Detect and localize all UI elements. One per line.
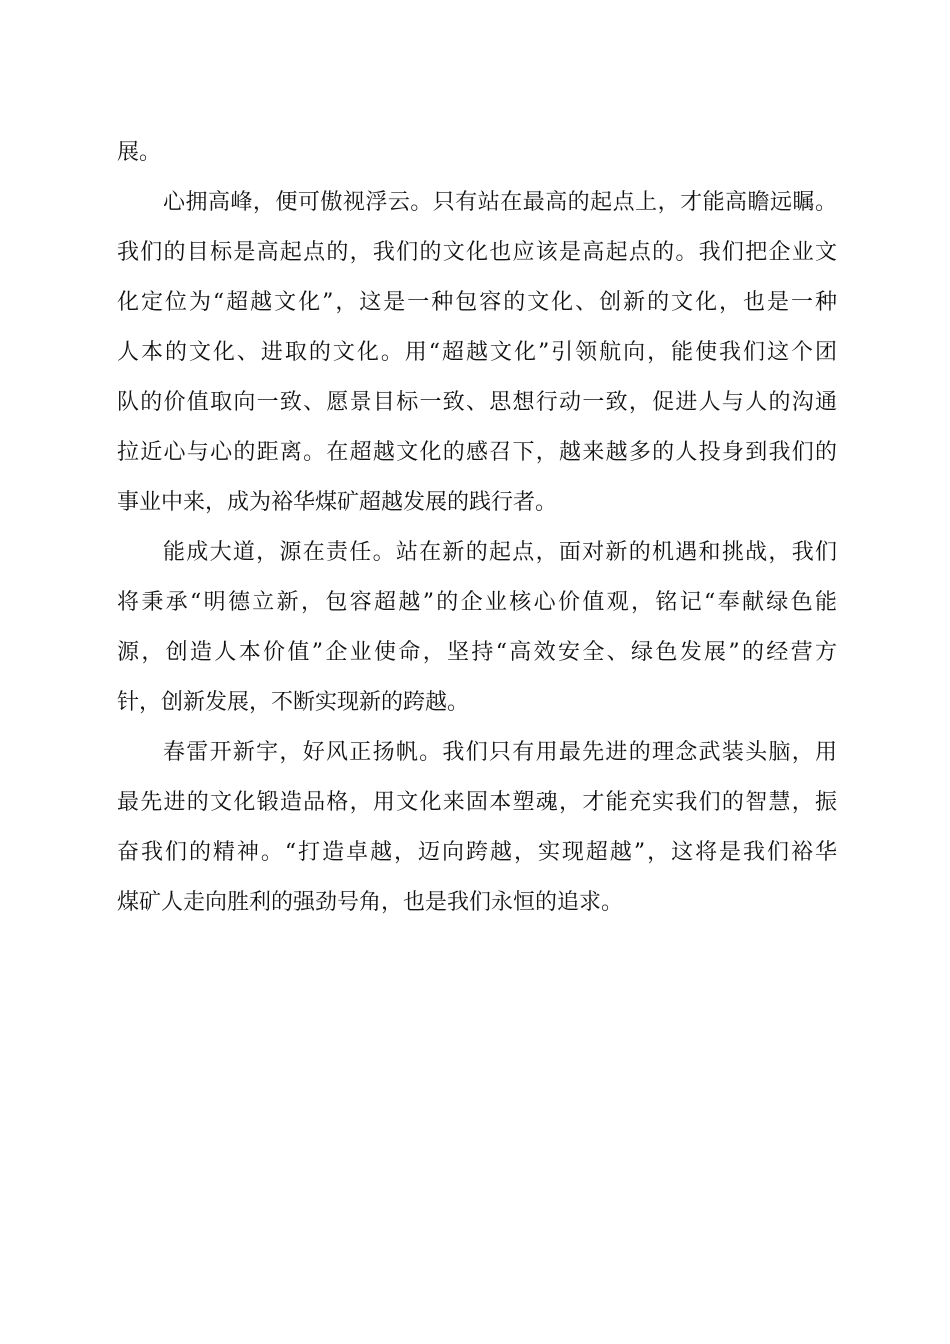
text-line: 我们的目标是高起点的，我们的文化也应该是高起点的。我们把企业文 — [117, 240, 837, 265]
text-line: 心拥高峰，便可傲视浮云。只有站在最高的起点上，才能高瞻远瞩。 — [163, 190, 837, 215]
document-body — [117, 128, 837, 928]
text-line: 奋我们的精神。“打造卓越，迈向跨越，实现超越”，这将是我们裕华 — [117, 840, 837, 865]
text-line: 能成大道，源在责任。站在新的起点，面对新的机遇和挑战，我们 — [163, 540, 837, 565]
text-line: 最先进的文化锻造品格，用文化来固本塑魂，才能充实我们的智慧，振 — [117, 790, 837, 815]
text-line: 事业中来，成为裕华煤矿超越发展的践行者。 — [117, 490, 558, 515]
text-line: 针，创新发展，不断实现新的跨越。 — [117, 690, 470, 715]
text-line: 展。 — [117, 140, 162, 165]
text-line: 拉近心与心的距离。在超越文化的感召下，越来越多的人投身到我们的 — [117, 440, 837, 465]
text-line: 化定位为“超越文化”，这是一种包容的文化、创新的文化，也是一种 — [117, 290, 837, 315]
paragraph-responsibility — [117, 528, 837, 728]
paragraph-continuation — [117, 128, 837, 178]
paragraph-culture — [117, 178, 837, 528]
text-line: 队的价值取向一致、愿景目标一致、思想行动一致，促进人与人的沟通 — [117, 390, 837, 415]
text-line: 人本的文化、进取的文化。用“超越文化”引领航向，能使我们这个团 — [117, 340, 837, 365]
text-line: 春雷开新宇，好风正扬帆。我们只有用最先进的理念武装头脑，用 — [163, 740, 837, 765]
text-line: 源，创造人本价值”企业使命，坚持“高效安全、绿色发展”的经营方 — [117, 640, 837, 665]
paragraph-conclusion — [117, 728, 837, 928]
text-line: 将秉承“明德立新，包容超越”的企业核心价值观，铭记“奉献绿色能 — [117, 590, 837, 615]
text-line: 煤矿人走向胜利的强劲号角，也是我们永恒的追求。 — [117, 890, 624, 915]
